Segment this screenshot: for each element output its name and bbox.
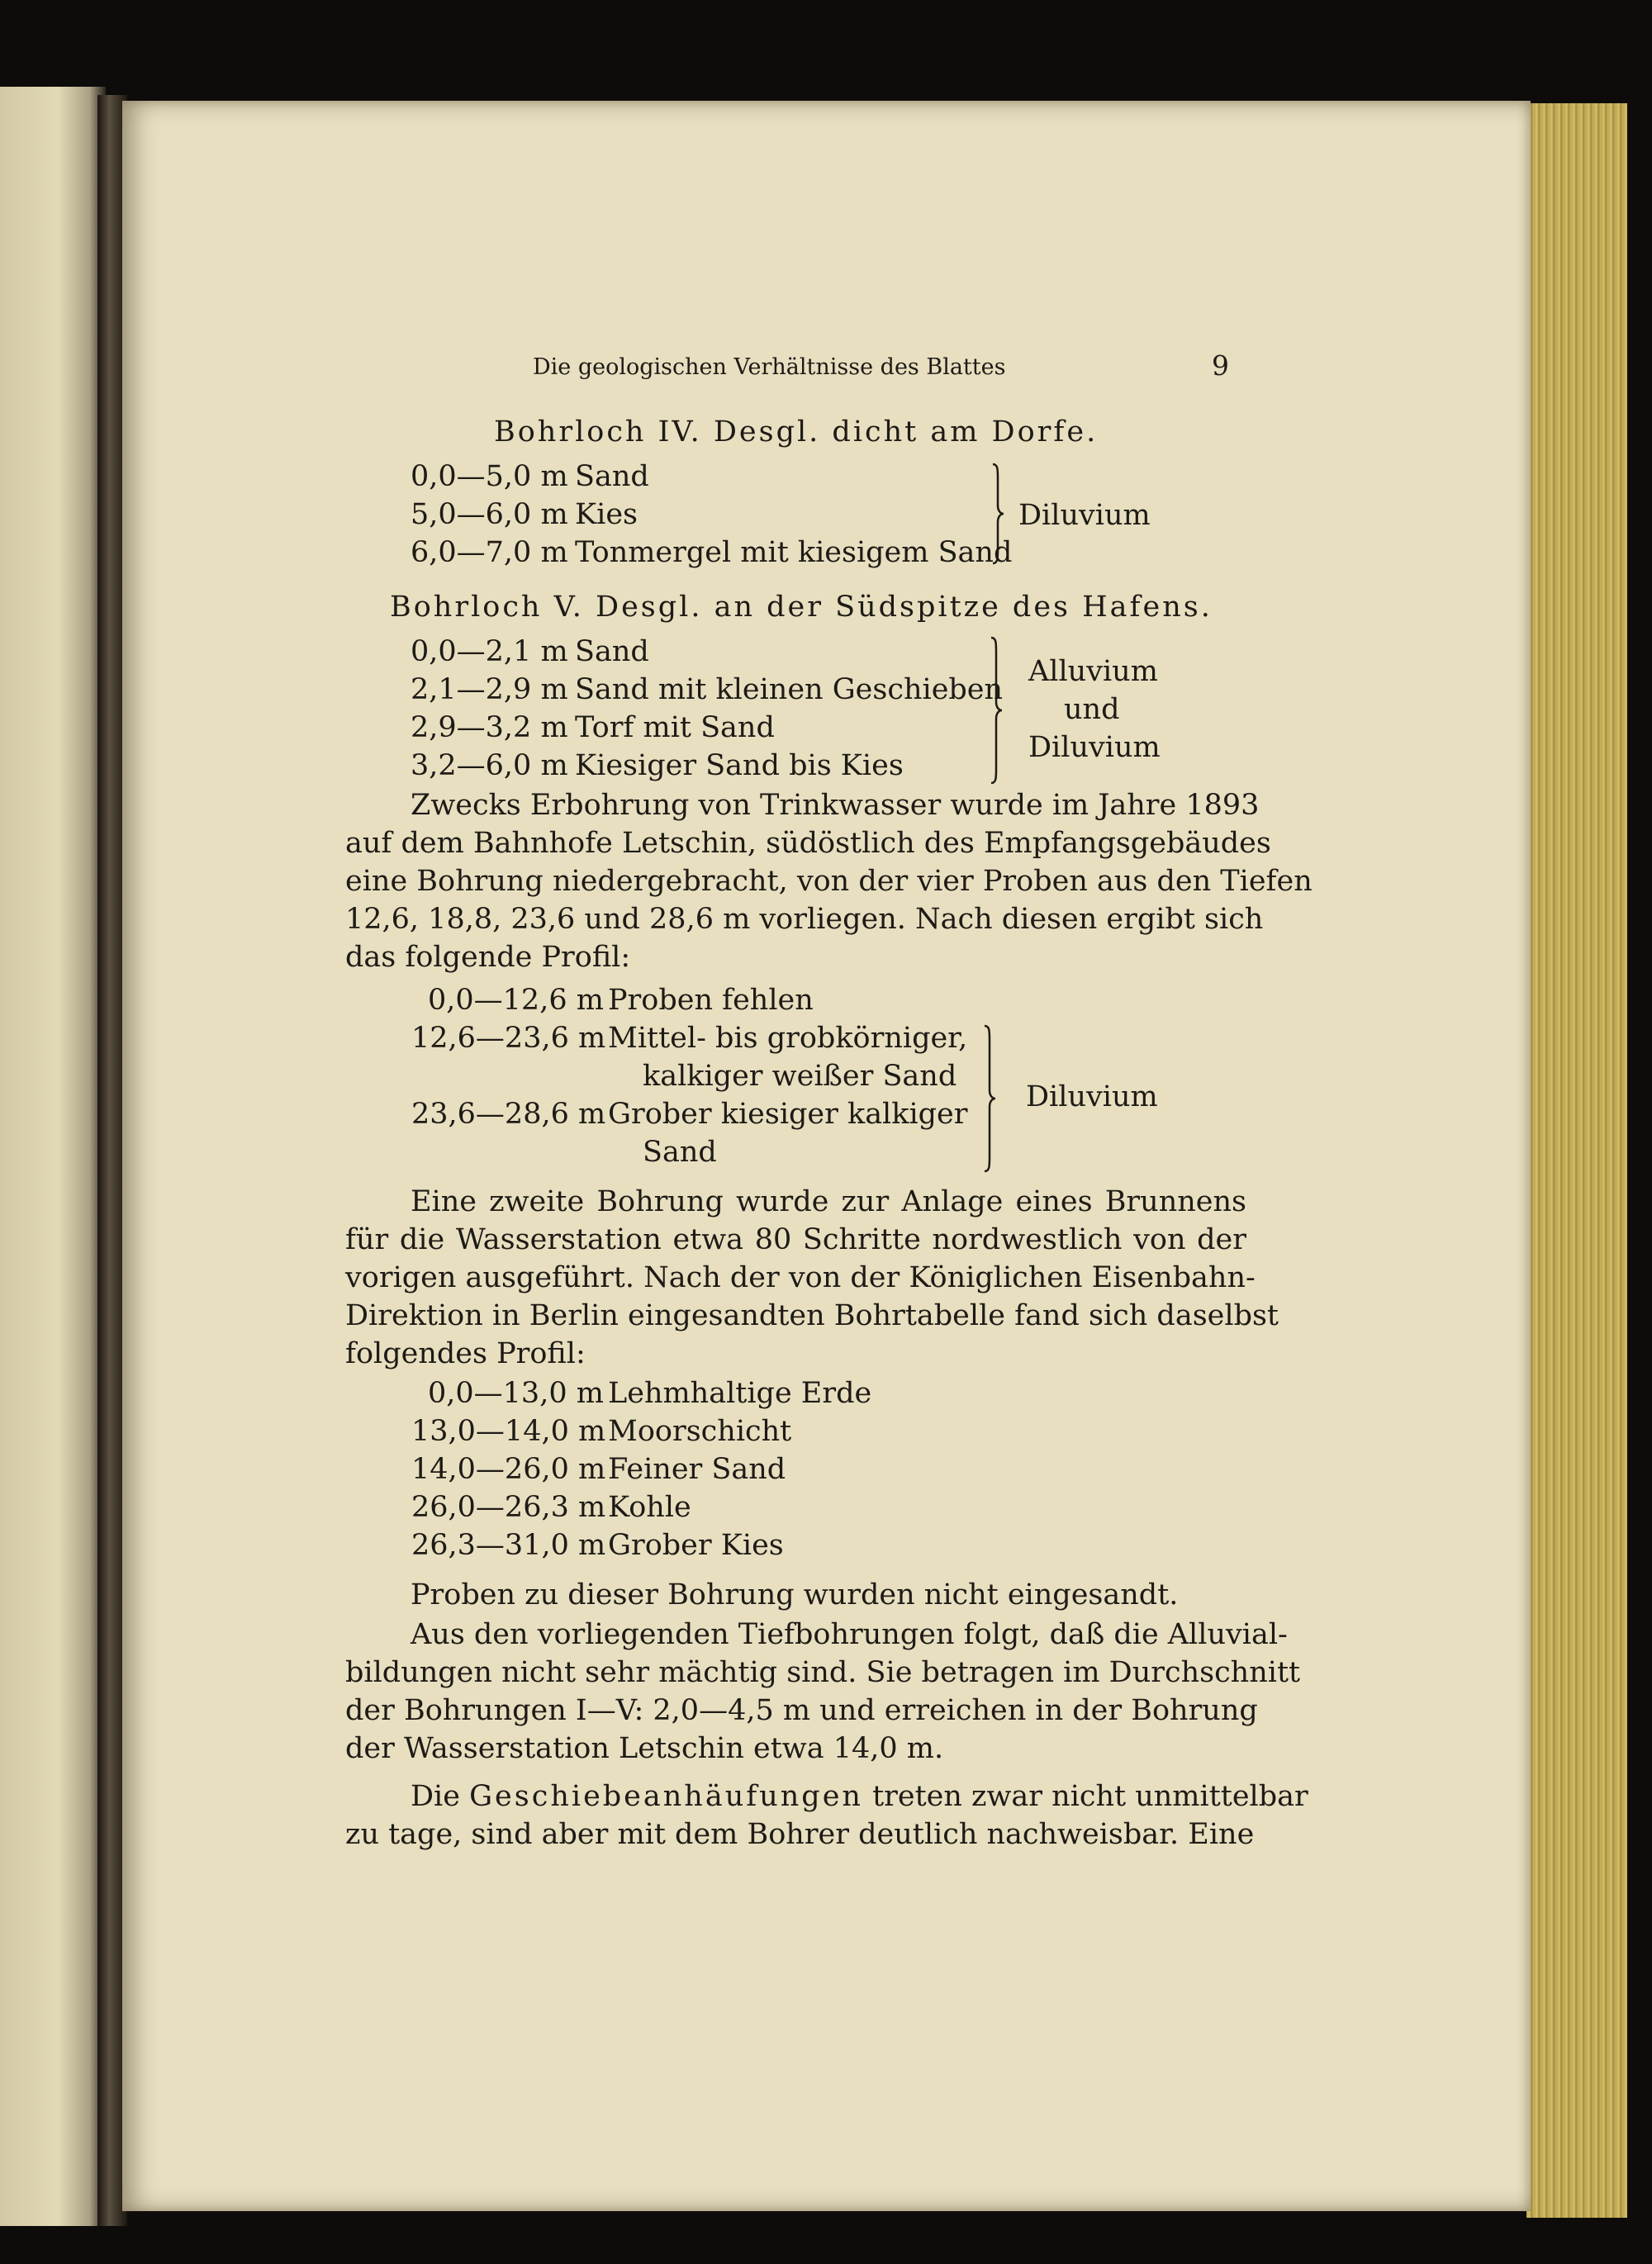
layer-description: Grober kiesiger kalkiger [608,1098,968,1131]
layer-description: Sand [575,460,649,493]
bohrloch-iv-heading: Bohrloch IV. Desgl. dicht am Dorfe. [494,415,1099,449]
text-line: vorigen ausgeführt. Nach der von der Königlichen Eisenbahn- [345,1261,1256,1294]
depth-range: 13,0—14,0 m [411,1415,606,1448]
curly-brace [988,636,1004,785]
stratum-label: Diluvium [1026,1080,1158,1113]
layer-description: Kohle [608,1491,691,1524]
depth-range: 2,1—2,9 m [411,673,568,706]
book-page [122,101,1531,2211]
stratum-label: und [1064,693,1120,726]
depth-range: 2,9—3,2 m [411,711,568,744]
left-page-edge [0,87,106,2226]
layer-description: Torf mit Sand [575,711,775,744]
curly-brace [981,1024,998,1173]
layer-description: Proben fehlen [608,984,814,1017]
stratum-label: Alluvium [1028,655,1158,688]
layer-description: Lehmhaltige Erde [608,1377,872,1410]
layer-description: Kies [575,498,638,531]
depth-range: 0,0—13,0 m [428,1377,604,1410]
depth-range: 12,6—23,6 m [411,1022,606,1055]
bohrloch-v-heading: Bohrloch V. Desgl. an der Südspitze des Hafens. [390,591,1213,624]
depth-range: 6,0—7,0 m [411,536,568,569]
stratum-label: Diluvium [1018,499,1151,532]
text-line: Aus den vorliegenden Tiefbohrungen folgt, daß die Alluvial- [411,1618,1288,1651]
layer-description: Sand mit kleinen Geschieben [575,673,1004,706]
text-line: eine Bohrung niedergebracht, von der vier Proben aus den Tiefen [345,865,1313,898]
text-line: 12,6, 18,8, 23,6 und 28,6 m vorliegen. Nach diesen ergibt sich [345,903,1264,936]
text-line: der Bohrungen I—V: 2,0—4,5 m und erreichen in der Bohrung [345,1694,1258,1727]
layer-description: Kiesiger Sand bis Kies [575,749,904,782]
layer-description: Sand [643,1136,717,1169]
page-number: 9 [1212,349,1229,382]
text-line: der Wasserstation Letschin etwa 14,0 m. [345,1732,944,1765]
depth-range: 23,6—28,6 m [411,1098,606,1131]
text-line: folgendes Profil: [345,1337,586,1370]
running-title: Die geologischen Verhältnisse des Blattes [533,354,1006,380]
layer-description: Feiner Sand [608,1453,786,1486]
text-line: bildungen nicht sehr mächtig sind. Sie betragen im Durchschnitt [345,1656,1301,1689]
paragraph-proben: Proben zu dieser Bohrung wurden nicht eingesandt. [411,1578,1179,1611]
layer-description: Mittel- bis grobkörniger, [608,1022,968,1055]
text-line: das folgende Profil: [345,941,631,974]
depth-range: 0,0—12,6 m [428,984,604,1017]
text-line: für die Wasserstation etwa 80 Schritte nordwestlich von der [345,1223,1246,1256]
text-line: zu tage, sind aber mit dem Bohrer deutlich nachweisbar. Eine [345,1818,1255,1851]
page-edges [1526,103,1627,2218]
layer-description: Tonmergel mit kiesigem Sand [575,536,1013,569]
depth-range: 26,3—31,0 m [411,1529,606,1562]
spaced-term: Geschiebeanhäufungen [469,1780,863,1813]
text-line: auf dem Bahnhofe Letschin, südöstlich des Empfangsgebäudes [345,827,1271,860]
curly-brace [990,463,1006,565]
layer-description: kalkiger weißer Sand [643,1060,957,1093]
text-span: Die [411,1780,470,1813]
depth-range: 0,0—2,1 m [411,635,568,668]
text-line: Eine zweite Bohrung wurde zur Anlage eines Brunnens [411,1185,1246,1218]
stratum-label: Diluvium [1028,731,1161,764]
depth-range: 26,0—26,3 m [411,1491,606,1524]
text-span: treten zwar nicht unmittelbar [862,1780,1308,1813]
depth-range: 0,0—5,0 m [411,460,568,493]
depth-range: 3,2—6,0 m [411,749,568,782]
text-line: Zwecks Erbohrung von Trinkwasser wurde im Jahre 1893 [411,789,1260,822]
layer-description: Moorschicht [608,1415,792,1448]
text-line: Direktion in Berlin eingesandten Bohrtabelle fand sich daselbst [345,1299,1279,1332]
depth-range: 5,0—6,0 m [411,498,568,531]
layer-description: Grober Kies [608,1529,784,1562]
depth-range: 14,0—26,0 m [411,1453,606,1486]
text-line [411,1778,1308,1815]
layer-description: Sand [575,635,649,668]
